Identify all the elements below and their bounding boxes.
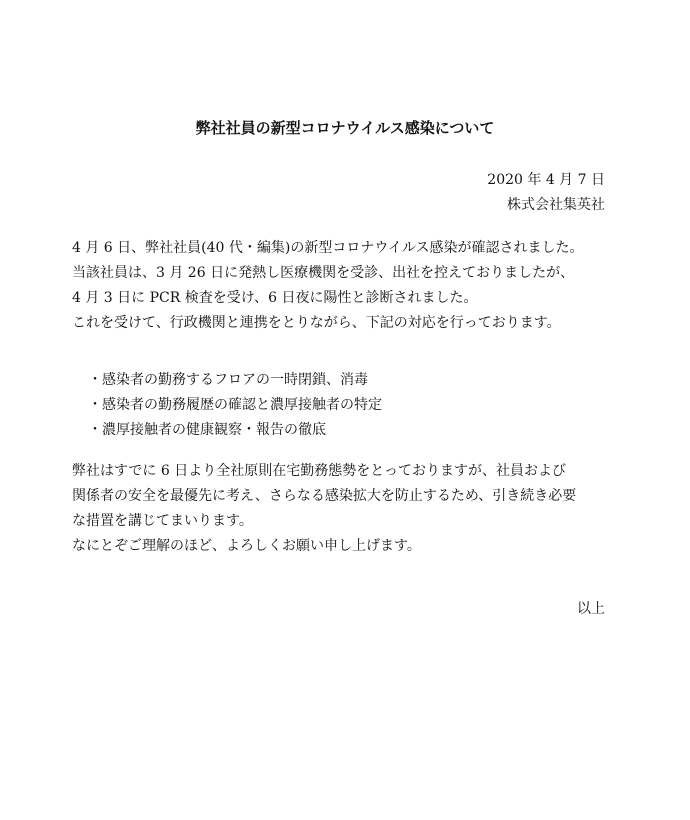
paragraph-policy (72, 459, 612, 559)
measure-item: ・感染者の勤務するフロアの一時閉鎖、消毒 (88, 372, 368, 388)
measures-list (88, 368, 628, 443)
document-meta (487, 168, 605, 218)
paragraph-line: なにとぞご理解のほど、よろしくお願い申し上げます。 (72, 538, 421, 554)
paragraph-line: 4 月 6 日、弊社社員(40 代・編集)の新型コロナウイルス感染が確認されました。 (72, 240, 584, 256)
paragraph-line: な措置を講じてまいります。 (72, 513, 253, 529)
document-title: 弊社社員の新型コロナウイルス感染について (195, 119, 495, 137)
paragraph-line: 当該社員は、3 月 26 日に発熱し医療機関を受診、出社を控えておりましたが、 (72, 265, 575, 281)
document-date: 2020 年 4 月 7 日 (487, 172, 605, 188)
paragraph-line: 関係者の安全を最優先に考え、さらなる感染拡大を防止するため、引き続き必要 (72, 488, 577, 504)
paragraph-line: これを受けて、行政機関と連携をとりながら、下記の対応を行っております。 (72, 315, 561, 331)
measure-item: ・濃厚接触者の健康観察・報告の徹底 (88, 422, 326, 438)
closing-mark: 以上 (577, 601, 605, 617)
paragraph-line: 4 月 3 日に PCR 検査を受け、6 日夜に陽性と診断されました。 (72, 290, 478, 306)
company-name: 株式会社集英社 (507, 197, 605, 213)
measure-item: ・感染者の勤務履歴の確認と濃厚接触者の特定 (88, 397, 382, 413)
paragraph-announcement (72, 236, 612, 336)
paragraph-line: 弊社はすでに 6 日より全社原則在宅勤務態勢をとっておりますが、社員および (72, 463, 566, 479)
